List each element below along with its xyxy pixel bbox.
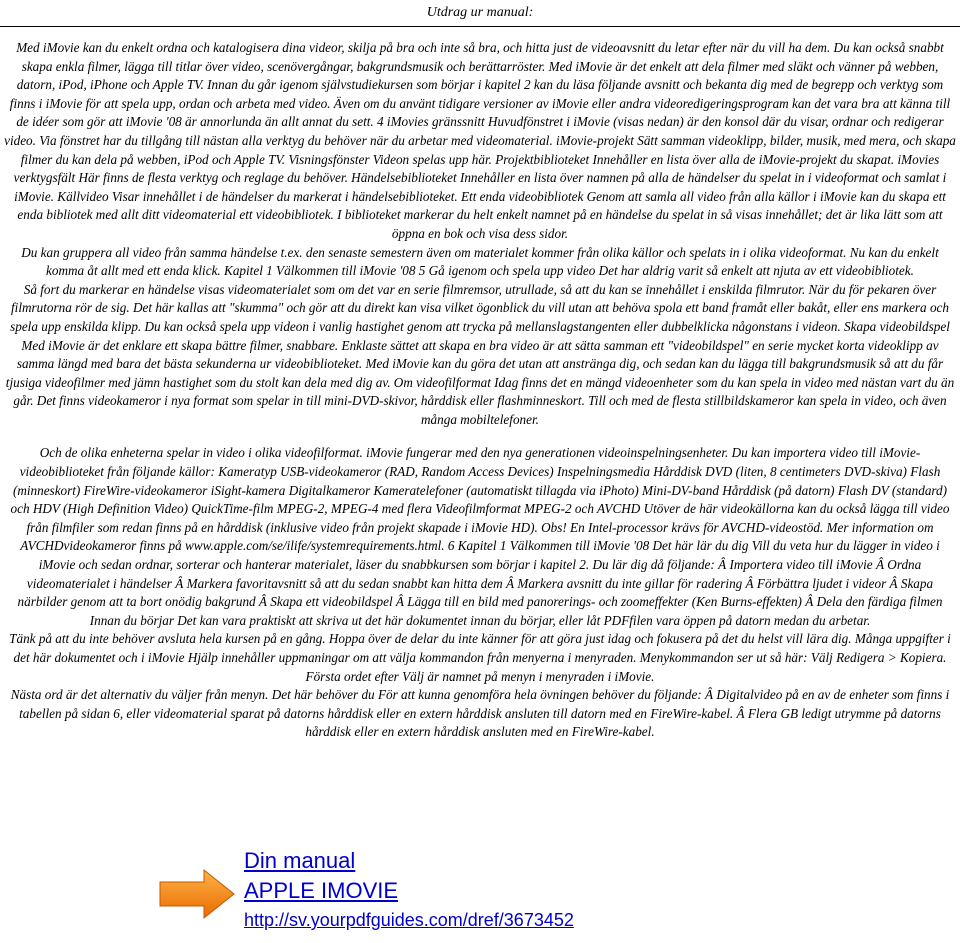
paragraph: Du kan gruppera all video från samma händelse t.ex. den senaste semestern även om materialet kommer från olika källor och spelats in i olika videoformat. Nu kan du enkelt komma åt allt med ett enda klick. Kapitel 1 Välkommen till iMovie '08 5 Gå igenom och spela upp video Det har aldrig varit så enkelt att njuta av ett videobibliotek.	[21, 244, 939, 279]
paragraph: Så fort du markerar en händelse visas videomaterialet som om det var en serie filmremsor, utrullade, så att du kan se innehållet i enskilda filmrutor. När du för pekaren över filmrutorna rör de sig. Det här kallas att "skumma" och gör att du direkt kan visa vilket ögonblick du vill utan att behöva spola ett band framåt eller bakåt, eller ens markera och spela upp enskilda klipp. Du kan också spela upp videon i vanlig hastighet genom att trycka på mellanslagstangenten eller dubbelklicka någonstans i videon. Skapa videobildspel Med iMovie är det enklare ett skapa bättre filmer, snabbare. Enklaste sättet att skapa en bra video är att sätta samman ett "videobildspel" en serie mycket korta videoklipp av samma längd med bara det bästa sekunderna ur videobiblioteket. Med iMovie kan du göra det utan att anstränga dig, och sedan kan du lägga till bakgrundsmusik så att du får tjusiga videofilmer med jämn hastighet som du stolt kan dela med dig av. Om videofilformat Idag finns det en mängd videoenheter som du kan spela in video med nästan vart du än går. Det finns videokameror i nya format som spelar in till mini-DVD-skivor, hårddisk eller flashminneskort. Till och med de flesta stillbildskameror kan spela in video, och även många mobiltelefoner.	[5, 281, 955, 427]
arrow-right-icon	[158, 868, 236, 920]
footer-links	[244, 846, 574, 934]
paragraph: Nästa ord är det alternativ du väljer från menyn. Det här behöver du För att kunna genomföra hela övningen behöver du följande: Â Digitalvideo på en av de enheter som finns i tabellen på sidan 6, eller videomaterial sparat på datorns hårddisk eller en extern hårddisk ansluten till datorn med en FireWire-kabel. Â Flera GB ledigt utrymme på datorns hårddisk eller en extern hårddisk ansluten med en FireWire-kabel.	[10, 687, 950, 740]
product-link[interactable]: APPLE IMOVIE	[244, 878, 399, 903]
header-title: Utdrag ur manual:	[426, 5, 534, 20]
paragraph: Med iMovie kan du enkelt ordna och katalogisera dina videor, skilja på bra och inte så bra, och hitta just de videoavsnitt du letar efter när du vill ha dem. Du kan också snabbt skapa enkla filmer, lägga till titlar över video, scenövergångar, bakgrundsmusik och berättarröster. Med iMovie är det enkelt att dela filmer med släkt och vänner på webben, datorn, iPod, iPhone och Apple TV. Innan du går igenom självstudiekursen som börjar i kapitel 2 kan du läsa följande avsnitt och bekanta dig med de begrepp och verktyg som finns i iMovie för att spela upp, ordan och arbeta med video. Även om du använt tidigare versioner av iMovie eller andra videoredigeringsprogram kan det vara bra att känna till de idéer som gör att iMovie '08 är annorlunda än allt annat du sett. 4 iMovies gränssnitt Huvudfönstret i iMovie (visas nedan) är den konsol där du visar, ordnar och redigerar video. Via fönstret har du tillgång till nästan alla verktyg du behöver när du arbetar med videomaterial. iMovie-projekt Sätt samman videoklipp, bilder, musik, med mera, och skapa filmer du kan dela på webben, iPod och Apple TV. Visningsfönster Videon spelas upp här. Projektbiblioteket Innehåller en lista över alla de iMovie-projekt du skapat. iMovies verktygsfält Här finns de flesta verktyg och reglage du behöver. Händelsebiblioteket Innehåller en lista över namnen på alla de händelser du spelat in i videoformat och samlat i iMovie. Källvideo Visar innehållet i de händelser du markerat i händelsebiblioteket. Ett enda videobibliotek Genom att samla all video från alla källor i iMovie kan du skapa ett enda bibliotek med allt ditt videomaterial ett videobibliotek. I biblioteket markerar du helt enkelt namnet på en händelse du spelat in så visas innehållet; det är lika lätt som att öppna en bok och visa dess sidor.	[4, 40, 956, 241]
top-divider	[0, 26, 960, 27]
manual-link[interactable]: Din manual	[244, 848, 356, 873]
manual-excerpt	[4, 39, 956, 742]
paragraph: Och de olika enheterna spelar in video i olika videofilformat. iMovie fungerar med den nya generationen videoinspelningsenheter. Du kan importera video till iMovie-videobiblioteket från följande källor: Kameratyp USB-videokameror (RAD, Random Access Devices) Inspelningsmedia Hårddisk DVD (liten, 8 centimeters DVD-skiva) Flash (minneskort) FireWire-videokameror iSight-kamera Digitalkameror Kameratelefoner (automatiskt tillagda via iPhoto) Mini-DV-band Hårddisk (på datorn) Flash DV (standard) och HDV (High Definition Video) QuickTime-film MPEG-2, MPEG-4 med flera Videofilmformat MPEG-2 och AVCHD Utöver de här videokällorna kan du också lägga till video från filmfiler som redan finns på en hårddisk (inklusive video från projekt skapade i iMovie HD). Obs! En Intel-processor krävs för AVCHD-videostöd. Mer information om AVCHDvideokameror finns på www.apple.com/se/ilife/systemrequirements.html. 6 Kapitel 1 Välkommen till iMovie '08 Det här lär du dig Vill du veta hur du lägger in video i iMovie och sedan ordnar, sorterar och hanterar materialet, läser du snabbkursen som börjar i kapitel 2. Du lär dig då följande: Â Importera video till iMovie Â Ordna videomaterialet i händelser Â Markera favoritavsnitt så att du sedan snabbt kan hitta dem Â Markera avsnitt du inte gillar för radering Â Förbättra ljudet i videor Â Skapa närbilder genom att ta bort onödig bakgrund Â Skapa ett videobildspel Â Lägga till en bild med panorerings- och zoomeffekter (Ken Burns-effekten) Â Dela den färdiga filmen Innan du börjar Det kan vara praktiskt att skriva ut det här dokumentet innan du börjar, eller låt PDFfilen vara öppen på datorn medan du arbetar.	[10, 445, 950, 628]
section-gap	[4, 429, 956, 444]
url-link[interactable]: http://sv.yourpdfguides.com/dref/3673452	[244, 910, 574, 930]
footer	[158, 846, 658, 938]
paragraph: Tänk på att du inte behöver avsluta hela kursen på en gång. Hoppa över de delar du inte känner för att göra just idag och fokusera på det du helst vill lära dig. Många uppgifter i det här dokumentet och i iMovie Hjälp innehåller uppmaningar om att välja kommandon från menyerna i menyraden. Menykommandon ser ut så här: Välj Redigera > Kopiera. Första ordet efter Välj är namnet på menyn i menyraden i iMovie.	[9, 631, 951, 684]
